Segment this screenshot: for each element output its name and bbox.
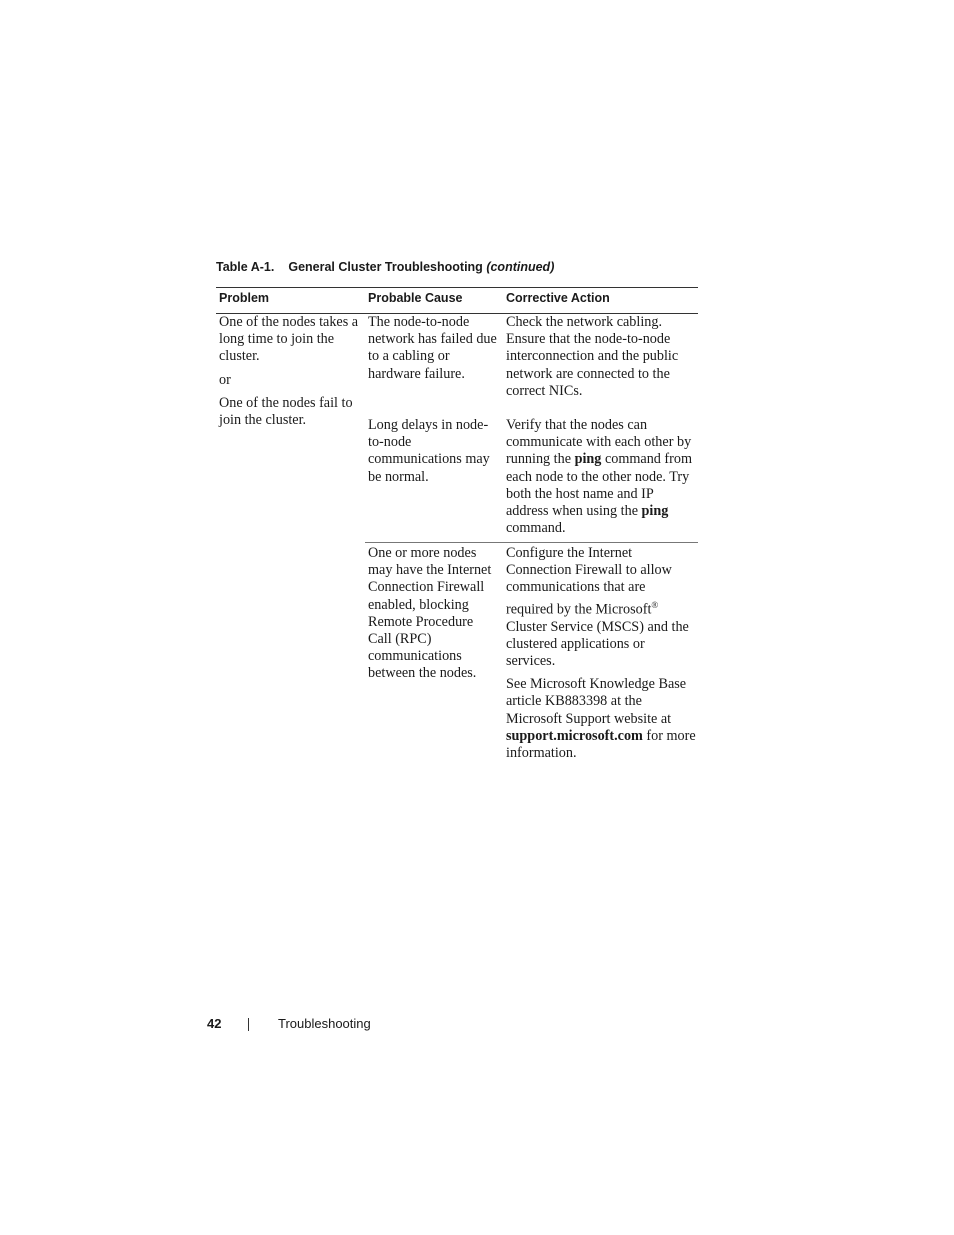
row-divider	[365, 542, 698, 543]
troubleshooting-table	[216, 287, 698, 314]
action-text-2a: Verify that the nodes can communicate with each other by running the	[506, 417, 692, 468]
action-text-3b: Cluster Service (MSCS) and the clustered applications or services.	[506, 618, 689, 669]
table-header	[216, 287, 698, 314]
cause-cell-2	[368, 417, 500, 486]
ping-command-1: ping	[574, 451, 602, 468]
header-problem: Problem	[219, 291, 270, 305]
cause-cell-3	[368, 545, 500, 683]
problem-or: or	[219, 371, 231, 388]
action-cell-3	[506, 545, 696, 762]
problem-cell	[219, 314, 363, 429]
registered-mark: ®	[651, 599, 659, 610]
action-text-4	[506, 676, 696, 762]
cause-text-1: The node-to-node network has failed due to a cabling or hardware failure.	[368, 314, 497, 382]
action-text-4b: for more information.	[506, 727, 696, 761]
header-corrective-action: Corrective Action	[506, 291, 610, 305]
ping-command-2: ping	[641, 503, 669, 520]
footer-section: Troubleshooting	[278, 1016, 371, 1031]
action-cell-2	[506, 417, 696, 537]
cause-text-2: Long delays in node-to-node communications may be normal.	[368, 417, 490, 485]
continued-label: (continued)	[486, 260, 555, 274]
cause-cell-1	[368, 314, 500, 383]
action-text-4a: See Microsoft Knowledge Base article KB883398 at the Microsoft Support website at	[506, 676, 687, 727]
page-number: 42	[207, 1016, 222, 1031]
problem-text-2: One of the nodes fail to join the cluster.	[219, 394, 353, 429]
support-url: support.microsoft.com	[506, 727, 643, 744]
cause-text-3: One or more nodes may have the Internet Connection Firewall enabled, blocking Remote Procedure Call (RPC) communications between the nodes.	[368, 545, 492, 682]
footer-separator	[248, 1018, 249, 1031]
table-title: General Cluster Troubleshooting	[288, 260, 483, 274]
action-cell-1	[506, 314, 696, 400]
action-text-3a: Configure the Internet Connection Firewall to allow communications that are required by the Microsoft	[506, 545, 672, 618]
table-caption	[216, 260, 554, 274]
action-text-2b: command from each node to the other node. Try both the host name and IP address when using the	[506, 451, 693, 520]
action-text-2	[506, 417, 696, 537]
action-text-3	[506, 545, 696, 670]
action-text-1: Check the network cabling. Ensure that the node-to-node interconnection and the public network are connected to the correct NICs.	[506, 314, 679, 399]
table-label: Table A-1.	[216, 260, 275, 274]
header-probable-cause: Probable Cause	[368, 291, 463, 305]
problem-text-1: One of the nodes takes a long time to join the cluster.	[219, 314, 359, 365]
action-text-2c: command.	[506, 520, 566, 537]
